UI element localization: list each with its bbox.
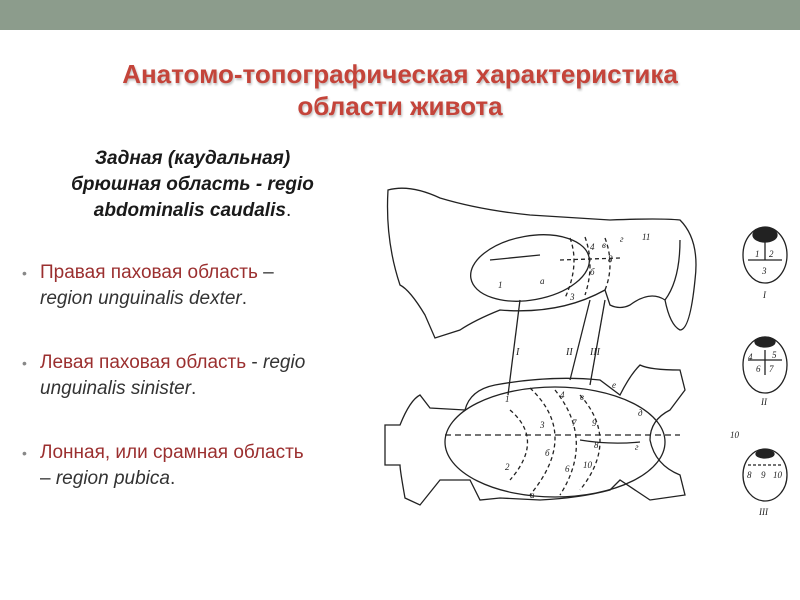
subtitle-line-2: брюшная область - regio	[71, 174, 314, 195]
cs3-labels	[730, 430, 783, 517]
bullet-dot-icon: •	[22, 265, 27, 281]
side-label: 11	[642, 232, 651, 242]
top-label: 3	[540, 420, 545, 430]
bullet-item	[22, 350, 362, 402]
side-label: г	[620, 234, 624, 244]
cs-label: 3	[762, 266, 767, 276]
side-label: в	[602, 240, 606, 250]
roman-label: II	[566, 347, 573, 358]
bullet-item	[22, 440, 362, 492]
top-label: в	[580, 392, 584, 402]
bullet-end: .	[241, 288, 248, 309]
roman-label: III	[590, 347, 600, 358]
top-bar	[0, 0, 800, 30]
cs-label: 2	[769, 249, 774, 259]
cs-label: I	[763, 290, 766, 300]
bullet-dot-icon: •	[22, 355, 27, 371]
title-line-2: области живота	[297, 91, 503, 121]
bullet-latin: region unguinalis dexter	[40, 288, 242, 309]
roman-labels	[515, 347, 601, 358]
cs-label: 8	[747, 470, 752, 480]
subtitle-line-3	[30, 198, 355, 224]
bullet-latin-rest: unguinalis sinister	[40, 378, 192, 399]
bullet-sep: –	[40, 468, 56, 489]
side-label: а	[540, 276, 545, 286]
top-label: 9	[592, 418, 597, 428]
bullet-sep: -	[246, 352, 264, 373]
top-label: 7	[572, 418, 577, 428]
cs-label: 6	[756, 364, 761, 374]
top-label: 1	[505, 394, 510, 404]
side-label: 4	[590, 242, 595, 252]
slide-title	[0, 58, 800, 122]
side-label: б	[590, 267, 595, 277]
subtitle-line-1: Задная (каудальная)	[94, 148, 291, 169]
bullet-item	[22, 260, 362, 312]
cs-label: 5	[772, 350, 777, 360]
top-label: е	[612, 380, 616, 390]
top-label: б	[545, 448, 550, 458]
bullet-ru: Правая паховая область	[40, 262, 258, 283]
cs-label: II	[761, 397, 767, 407]
bullet-ru: Левая паховая область	[40, 352, 247, 373]
bullet-latin: region pubica	[55, 468, 170, 489]
cs-label: 4	[748, 352, 753, 362]
subtitle-latin: abdominalis caudalis	[93, 200, 286, 221]
top-label: 2	[505, 462, 510, 472]
top-label: г	[635, 442, 639, 452]
cs-label: 10	[773, 470, 782, 480]
roman-label: I	[516, 347, 520, 358]
cs2-labels	[748, 350, 777, 407]
side-label: 3	[570, 292, 575, 302]
bullet-sep: –	[257, 262, 274, 283]
top-label: д	[638, 408, 643, 418]
bullet-latin: regio	[263, 352, 306, 373]
top-label: 4	[560, 390, 565, 400]
cs-label: 10	[730, 430, 739, 440]
side-label: 8	[608, 254, 613, 264]
top-label: 10	[583, 460, 592, 470]
subtitle-period: .	[285, 200, 292, 221]
bullet-end: .	[191, 378, 197, 399]
bullet-end: .	[169, 468, 176, 489]
cs-label: 1	[755, 249, 760, 259]
title-line-1: Анатомо-топографическая характеристика	[122, 59, 678, 89]
bullet-list	[22, 260, 362, 492]
top-label: 8	[594, 440, 599, 450]
top-label: а	[530, 490, 535, 500]
bullet-ru: Лонная, или срамная область	[40, 442, 304, 463]
anatomy-diagram	[380, 180, 800, 520]
bullet-dot-icon: •	[22, 445, 27, 461]
cs-label: 7	[769, 364, 774, 374]
cs-label: 9	[761, 470, 766, 480]
cs-label: III	[759, 507, 768, 517]
ventral-view	[385, 365, 685, 505]
side-label: 1	[498, 280, 503, 290]
lateral-view	[388, 188, 697, 338]
top-label: 6	[565, 464, 570, 474]
cross-section-2	[743, 337, 787, 393]
subtitle	[30, 146, 355, 224]
